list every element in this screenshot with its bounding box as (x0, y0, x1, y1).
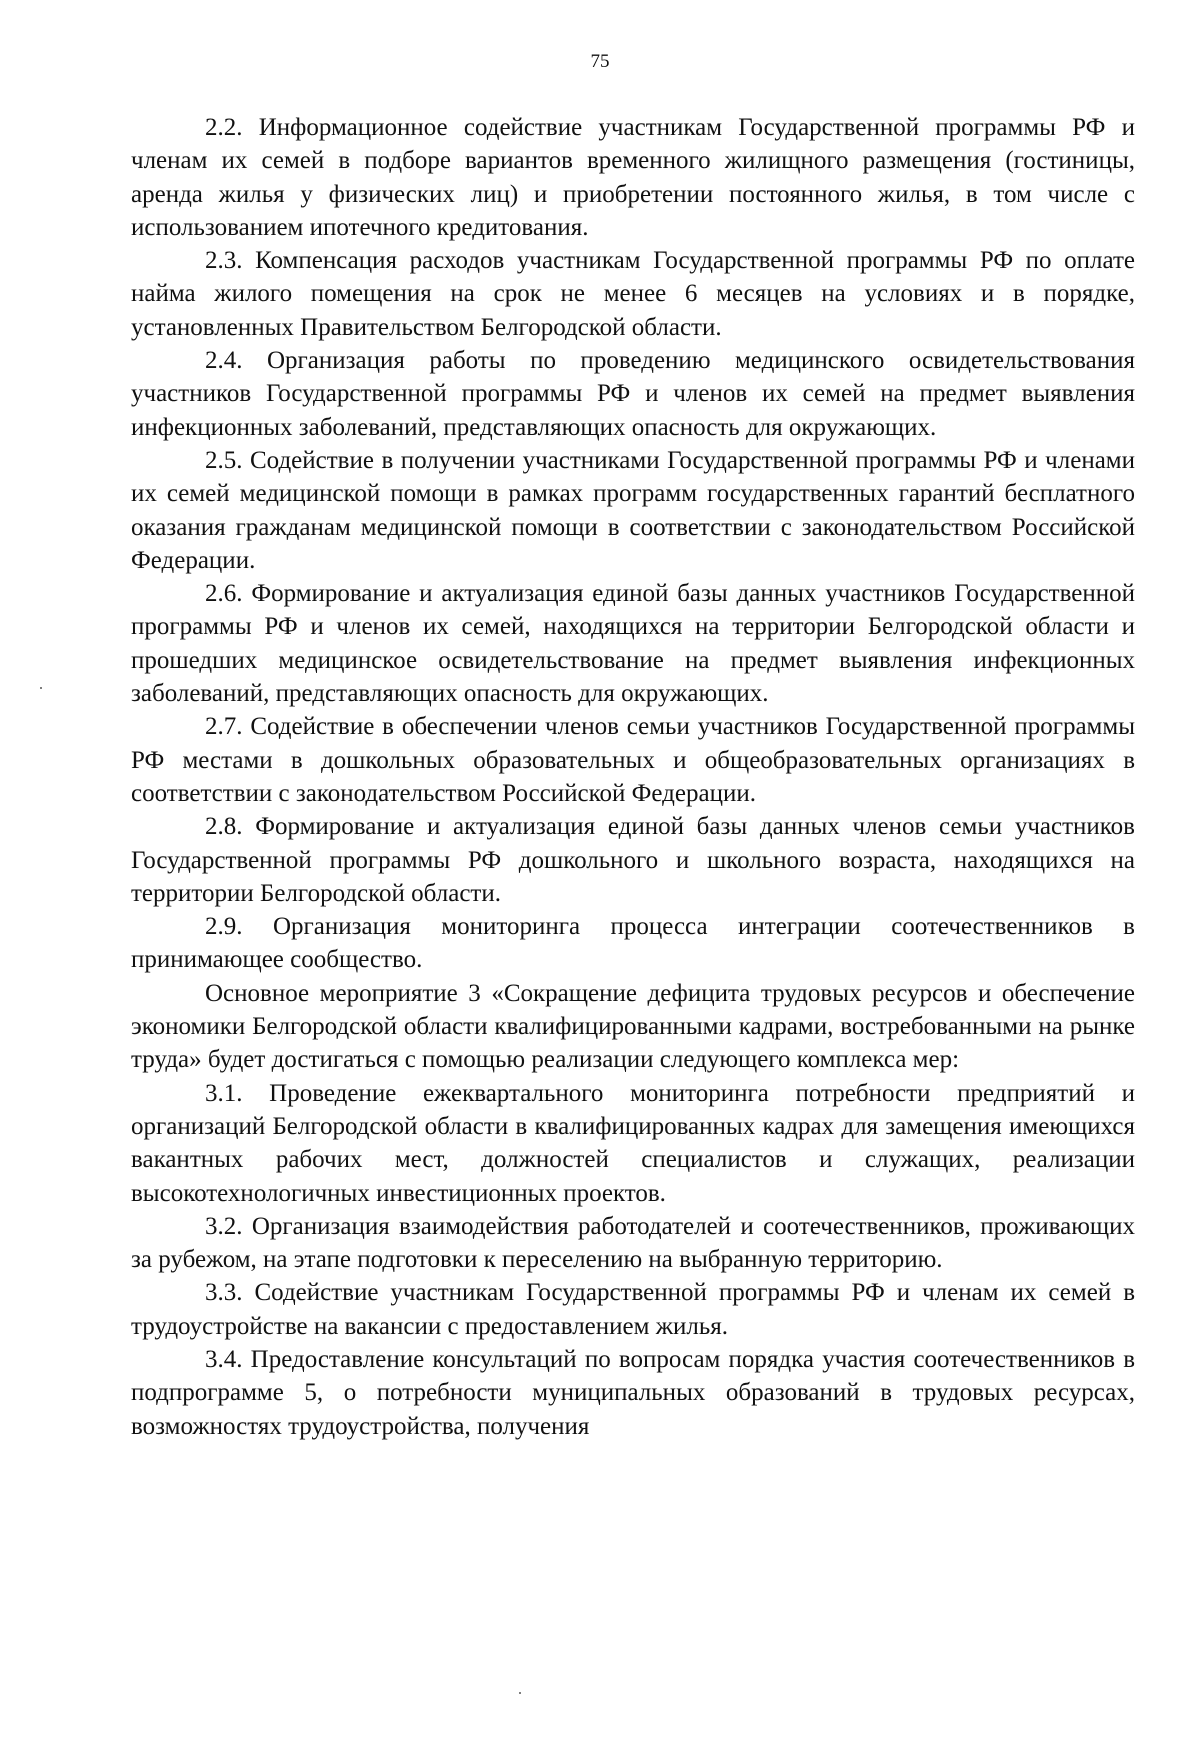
scan-speck (519, 1692, 521, 1694)
paragraph-2-2: 2.2. Информационное содействие участникам Государственной программы РФ и членам их семей в подборе вариантов временного жилищного размещения (гостиницы, аренда жилья у физических лиц) и приобретении постоянного жилья, в том числе с использованием ипотечного кредитования. (131, 114, 1135, 241)
paragraph-2-9: 2.9. Организация мониторинга процесса интеграции соотечественников в принимающее сообщество. (131, 913, 1135, 974)
paragraph-3-1: 3.1. Проведение ежеквартального мониторинга потребности предприятий и организаций Белгородской области в квалифицированных кадрах для замещения имеющихся вакантных рабочих мест, должностей специалистов и служащих, реализации высокотехнологичных инвестиционных проектов. (131, 1079, 1135, 1207)
paragraph-2-5: 2.5. Содействие в получении участниками Государственной программы РФ и членами их семей медицинской помощи в рамках программ государственных гарантий бесплатного оказания гражданам медицинской помощи в соответствии с законодательством Российской Федерации. (131, 446, 1135, 574)
paragraph-main-activity-3: Основное мероприятие 3 «Сокращение дефицита трудовых ресурсов и обеспечение экономики Белгородской области квалифицированными кадрами, востребованными на рынке труда» будет достигаться с помощью реализации следующего комплекса мер: (131, 979, 1135, 1074)
paragraph-3-3: 3.3. Содействие участникам Государственной программы РФ и членам их семей в трудоустройстве на вакансии с предоставлением жилья. (131, 1279, 1135, 1340)
document-body (131, 111, 1135, 1443)
paragraph-2-4: 2.4. Организация работы по проведению медицинского освидетельствования участников Государственной программы РФ и членов их семей на предмет выявления инфекционных заболеваний, представляющих опасность для окружающих. (131, 347, 1135, 441)
paragraph-2-6: 2.6. Формирование и актуализация единой базы данных участников Государственной программы РФ и членов их семей, находящихся на территории Белгородской области и прошедших медицинское освидетельствование на предмет выявления инфекционных заболеваний, представляющих опасность для окружающих. (131, 580, 1135, 708)
page-number: 75 (590, 51, 610, 72)
paragraph-2-3: 2.3. Компенсация расходов участникам Государственной программы РФ по оплате найма жилого помещения на срок не менее 6 месяцев на условиях и в порядке, установленных Правительством Белгородской области. (131, 247, 1135, 341)
paragraph-2-7: 2.7. Содействие в обеспечении членов семьи участников Государственной программы РФ местами в дошкольных образовательных и общеобразовательных организациях в соответствии с законодательством Российской Федерации. (131, 713, 1135, 807)
paragraph-2-8: 2.8. Формирование и актуализация единой базы данных членов семьи участников Государственной программы РФ дошкольного и школьного возраста, находящихся на территории Белгородской области. (131, 813, 1135, 907)
paragraph-3-4: 3.4. Предоставление консультаций по вопросам порядка участия соотечественников в подпрограмме 5, о потребности муниципальных образований в трудовых ресурсах, возможностях трудоустройства, получения (131, 1345, 1135, 1440)
paragraph-3-2: 3.2. Организация взаимодействия работодателей и соотечественников, проживающих за рубежом, на этапе подготовки к переселению на выбранную территорию. (131, 1212, 1135, 1274)
scan-speck (40, 687, 42, 689)
